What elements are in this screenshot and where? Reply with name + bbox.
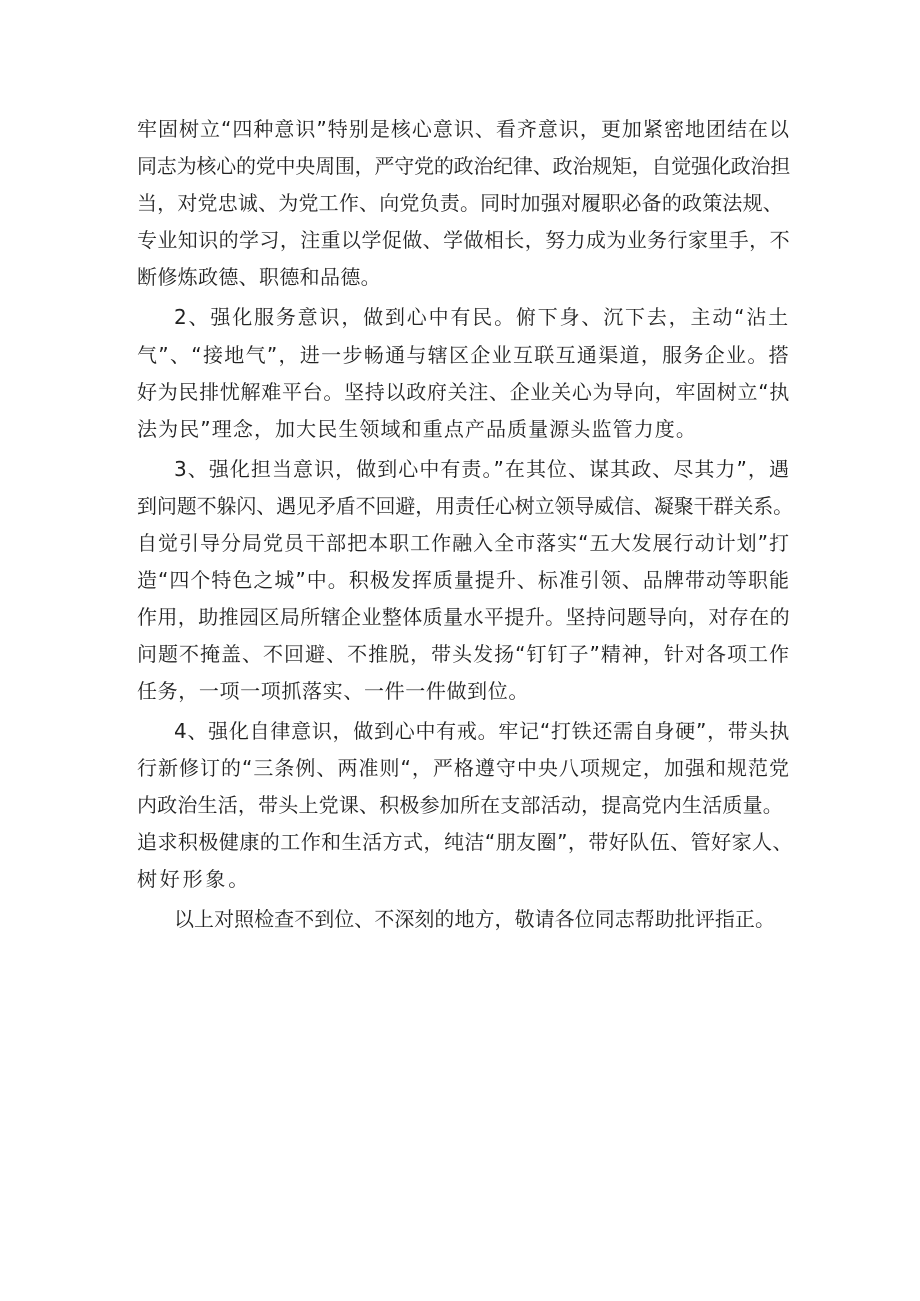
text-line: 法为民”理念，加大民生领域和重点产品质量源头监管力度。 xyxy=(137,417,697,441)
text-line: 到问题不躲闪、遇见矛盾不回避，用责任心树立领导威信、凝聚干群关系。 xyxy=(137,494,793,518)
text-line: 4、强化自律意识，做到心中有戒。牢记“打铁还需自身硬”，带头执 xyxy=(174,719,790,743)
text-line: 任务，一项一项抓落实、一件一件做到位。 xyxy=(137,679,529,703)
text-line: 气”、“接地气”，进一步畅通与辖区企业互联互通渠道，服务企业。搭 xyxy=(137,343,790,367)
text-line: 同志为核心的党中央周围，严守党的政治纪律、政治规矩，自觉强化政治担 xyxy=(137,154,790,178)
text-line: 追求积极健康的工作和生活方式，纯洁“朋友圈”，带好队伍、管好家人、 xyxy=(137,830,793,854)
text-line: 内政治生活，带头上党课、积极参加所在支部活动，提高党内生活质量。 xyxy=(137,793,783,817)
text-line: 行新修订的“三条例、两准则“，严格遵守中央八项规定，加强和规范党 xyxy=(137,756,790,780)
text-line: 当，对党忠诚、为党工作、向党负责。同时加强对履职必备的政策法规、 xyxy=(137,191,783,215)
text-line: 以上对照检查不到位、不深刻的地方，敬请各位同志帮助批评指正。 xyxy=(174,907,775,931)
text-line: 牢固树立“四种意识”特别是核心意识、看齐意识，更加紧密地团结在以 xyxy=(137,117,790,141)
text-line: 造“四个特色之城”中。积极发挥质量提升、标准引领、品牌带动等职能 xyxy=(137,568,790,592)
text-line: 好为民排忧解难平台。坚持以政府关注、企业关心为导向，牢固树立“执 xyxy=(137,380,790,404)
text-line: 3、强化担当意识，做到心中有责。”在其位、谋其政、尽其力”，遇 xyxy=(174,457,790,481)
text-line: 树好形象。 xyxy=(137,867,251,891)
text-line: 作用，助推园区局所辖企业整体质量水平提升。坚持问题导向，对存在的 xyxy=(137,605,790,629)
text-line: 断修炼政德、职德和品德。 xyxy=(137,265,381,289)
text-line: 2、强化服务意识，做到心中有民。俯下身、沉下去，主动“沾土 xyxy=(174,305,790,329)
text-line: 专业知识的学习，注重以学促做、学做相长，努力成为业务行家里手，不 xyxy=(137,228,790,252)
text-line: 自觉引导分局党员干部把本职工作融入全市落实“五大发展行动计划”打 xyxy=(137,531,790,555)
text-line: 问题不掩盖、不回避、不推脱，带头发扬“钉钉子”精神，针对各项工作 xyxy=(137,642,790,666)
